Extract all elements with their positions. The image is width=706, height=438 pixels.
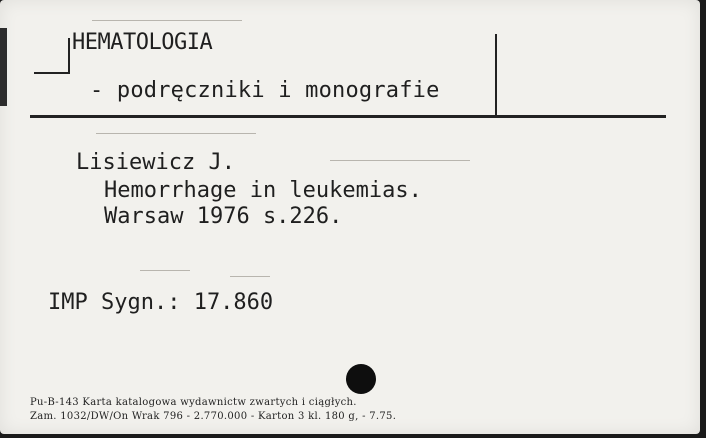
printer-imprint-line-1: Pu-B-143 Karta katalogowa wydawnictw zwartych i ciągłych. — [30, 397, 357, 408]
shelfmark: IMP Sygn.: 17.860 — [48, 290, 274, 315]
header-divider — [495, 34, 497, 118]
book-title: Hemorrhage in leukemias. — [104, 178, 422, 203]
card-edge-tab — [0, 28, 7, 106]
header-rule — [30, 115, 666, 118]
subject-heading: HEMATOLOGIA — [72, 30, 213, 55]
faint-line — [140, 270, 190, 271]
header-bracket-vertical — [68, 38, 70, 72]
faint-line — [96, 133, 256, 134]
header-bracket-horizontal — [34, 72, 70, 74]
printer-imprint-line-2: Zam. 1032/DW/On Wrak 796 - 2.770.000 - Karton 3 kl. 180 g, - 7.75. — [30, 411, 397, 422]
faint-line — [92, 20, 242, 21]
subject-subheading: - podręczniki i monografie — [90, 78, 440, 103]
faint-line — [330, 160, 470, 161]
faint-line — [230, 276, 270, 277]
author: Lisiewicz J. — [76, 150, 235, 175]
punch-hole — [346, 364, 376, 394]
imprint: Warsaw 1976 s.226. — [104, 204, 343, 229]
